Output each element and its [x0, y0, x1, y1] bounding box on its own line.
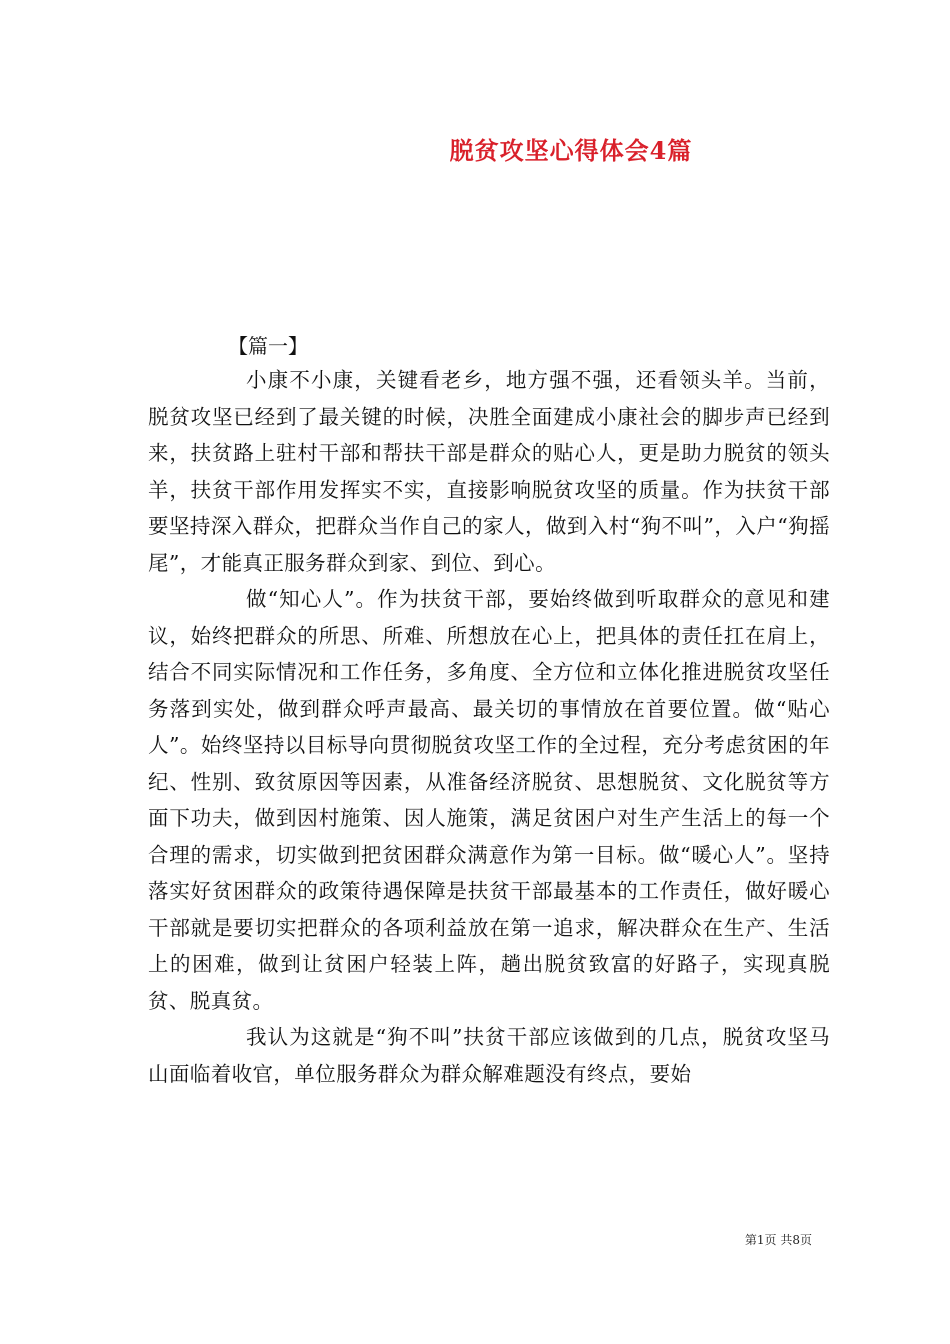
- paragraph: 小康不小康，关键看老乡，地方强不强，还看领头羊。当前，脱贫攻坚已经到了最关键的时候，决胜全面建成小康社会的脚步声已经到来，扶贫路上驻村干部和帮扶干部是群众的贴心人，更是助力脱贫的领头羊，扶贫干部作用发挥实不实，直接影响脱贫攻坚的质量。作为扶贫干部要坚持深入群众，把群众当作自己的家人，做到入村“狗不叫”，入户“狗摇尾”，才能真正服务群众到家、到位、到心。: [148, 368, 830, 575]
- paragraph: 做“知心人”。作为扶贫干部，要始终做到听取群众的意见和建议，始终把群众的所思、所难、所想放在心上，把具体的责任扛在肩上，结合不同实际情况和工作任务，多角度、全方位和立体化推进脱贫攻坚任务落到实处，做到群众呼声最高、最关切的事情放在首要位置。做“贴心人”。始终坚持以目标导向贯彻脱贫攻坚工作的全过程，充分考虑贫困的年纪、性别、致贫原因等因素，从准备经济脱贫、思想脱贫、文化脱贫等方面下功夫，做到因村施策、因人施策，满足贫困户对生产生活上的每一个合理的需求，切实做到把贫困群众满意作为第一目标。做“暖心人”。坚持落实好贫困群众的政策待遇保障是扶贫干部最基本的工作责任，做好暖心干部就是要切实把群众的各项利益放在第一追求，解决群众在生产、生活上的困难，做到让贫困户轻装上阵，趟出脱贫致富的好路子，实现真脱贫、脱真贫。: [148, 587, 830, 1013]
- document-title: 脱贫攻坚心得体会4篇: [449, 136, 693, 165]
- page-indicator: 第1页 共8页: [744, 1233, 812, 1247]
- paragraph: 我认为这就是“狗不叫”扶贫干部应该做到的几点，脱贫攻坚马山面临着收官，单位服务群众为群众解难题没有终点，要始: [148, 1025, 830, 1086]
- document-body: [148, 362, 830, 1092]
- section-label: 【篇一】: [228, 334, 308, 358]
